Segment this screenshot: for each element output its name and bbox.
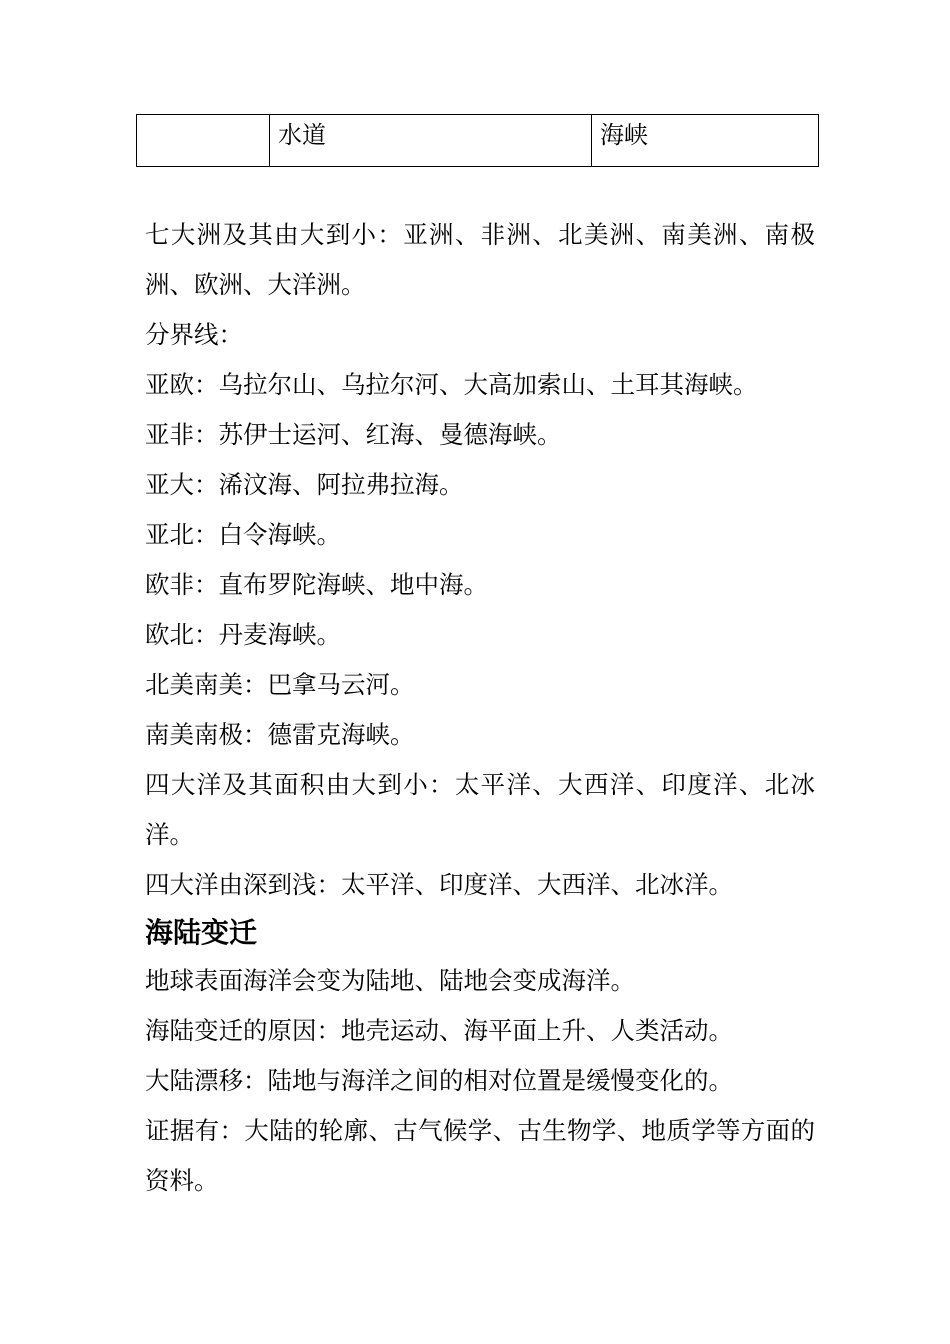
document-body xyxy=(145,210,815,1206)
paragraph-continental-drift: 大陆漂移：陆地与海洋之间的相对位置是缓慢变化的。 xyxy=(145,1066,733,1095)
paragraph-change-causes: 海陆变迁的原因：地壳运动、海平面上升、人类活动。 xyxy=(145,1016,733,1045)
table-row xyxy=(137,115,819,167)
table-cell-strait: 海峡 xyxy=(592,115,819,167)
paragraph-europe-north-america: 欧北：丹麦海峡。 xyxy=(145,620,341,649)
paragraph-continents: 七大洲及其由大到小：亚洲、非洲、北美洲、南美洲、南极洲、欧洲、大洋洲。 xyxy=(145,220,815,299)
paragraph-evidence: 证据有：大陆的轮廓、古气候学、古生物学、地质学等方面的资料。 xyxy=(145,1116,815,1195)
paragraph-boundary-title: 分界线： xyxy=(145,320,243,349)
paragraph-north-south-america: 北美南美：巴拿马云河。 xyxy=(145,670,415,699)
paragraph-oceans-area: 四大洋及其面积由大到小：太平洋、大西洋、印度洋、北冰洋。 xyxy=(145,770,815,849)
table-cell-waterway: 水道 xyxy=(270,115,592,167)
paragraph-asia-europe: 亚欧：乌拉尔山、乌拉尔河、大高加索山、土耳其海峡。 xyxy=(145,370,758,399)
boundary-table xyxy=(136,114,819,167)
paragraph-land-sea-change: 地球表面海洋会变为陆地、陆地会变成海洋。 xyxy=(145,966,635,995)
paragraph-asia-north-america: 亚北：白令海峡。 xyxy=(145,520,341,549)
paragraph-europe-africa: 欧非：直布罗陀海峡、地中海。 xyxy=(145,570,488,599)
paragraph-oceans-depth: 四大洋由深到浅：太平洋、印度洋、大西洋、北冰洋。 xyxy=(145,870,733,899)
table-cell-empty xyxy=(137,115,270,167)
paragraph-asia-oceania: 亚大：浠汶海、阿拉弗拉海。 xyxy=(145,470,464,499)
paragraph-asia-africa: 亚非：苏伊士运河、红海、曼德海峡。 xyxy=(145,420,562,449)
paragraph-south-america-antarctica: 南美南极：德雷克海峡。 xyxy=(145,720,415,749)
section-heading: 海陆变迁 xyxy=(145,916,258,949)
